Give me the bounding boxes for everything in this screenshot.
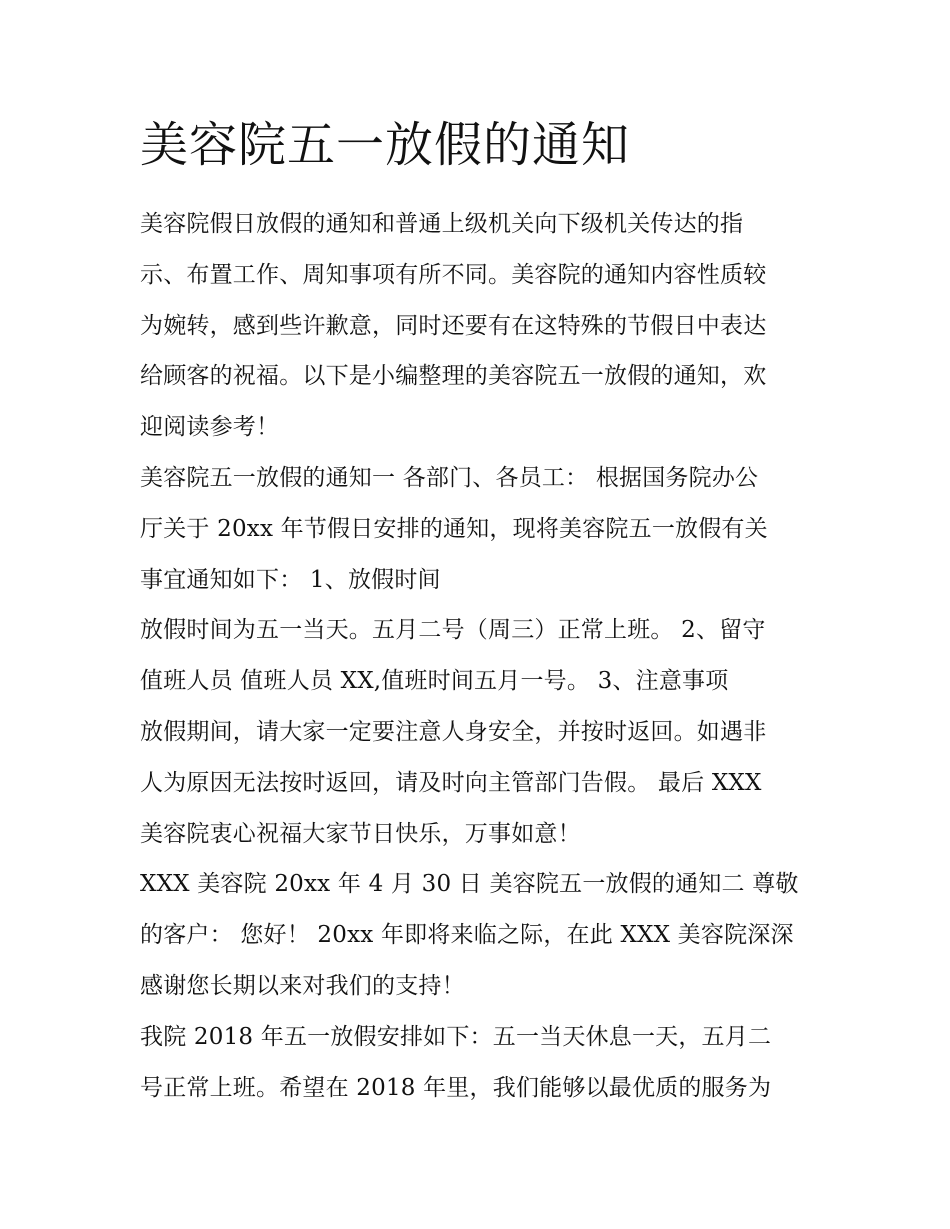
text-line: 感谢您长期以来对我们的支持！ [140,972,465,999]
text-line: 号正常上班。希望在 2018 年里，我们能够以最优质的服务为 [140,1074,772,1101]
text-line: 事宜通知如下： 1、放假时间 [140,566,441,593]
text-line: 厅关于 20xx 年节假日安排的通知，现将美容院五一放假有关 [140,515,768,542]
text-line: XXX 美容院 20xx 年 4 月 30 日 美容院五一放假的通知二 尊敬 [140,871,799,898]
text-line: 放假时间为五一当天。五月二号（周三）正常上班。 2、留守 [140,617,766,644]
text-line: 给顾客的祝福。以下是小编整理的美容院五一放假的通知，欢 [140,363,767,390]
text-line: 人为原因无法按时返回，请及时向主管部门告假。 最后 XXX [140,769,762,796]
text-line: 美容院五一放假的通知一 各部门、各员工： 根据国务院办公 [140,464,759,491]
text-line: 为婉转，感到些许歉意，同时还要有在这特殊的节假日中表达 [140,312,767,339]
text-line: 美容院衷心祝福大家节日快乐，万事如意！ [140,820,581,847]
text-line: 我院 2018 年五一放假安排如下：五一当天休息一天，五月二 [140,1023,772,1050]
text-line: 迎阅读参考！ [140,414,280,441]
text-line: 值班人员 值班人员 XX,值班时间五月一号。 3、注意事项 [140,668,729,695]
text-line: 美容院假日放假的通知和普通上级机关向下级机关传达的指 [140,211,744,237]
text-line: 的客户： 您好！ 20xx 年即将来临之际，在此 XXX 美容院深深 [140,922,794,949]
document-title: 美容院五一放假的通知 [140,117,631,173]
text-line: 示、布置工作、周知事项有所不同。美容院的通知内容性质较 [140,261,767,288]
document-body [140,199,830,1113]
text-line: 放假期间，请大家一定要注意人身安全，并按时返回。如遇非 [140,718,767,745]
